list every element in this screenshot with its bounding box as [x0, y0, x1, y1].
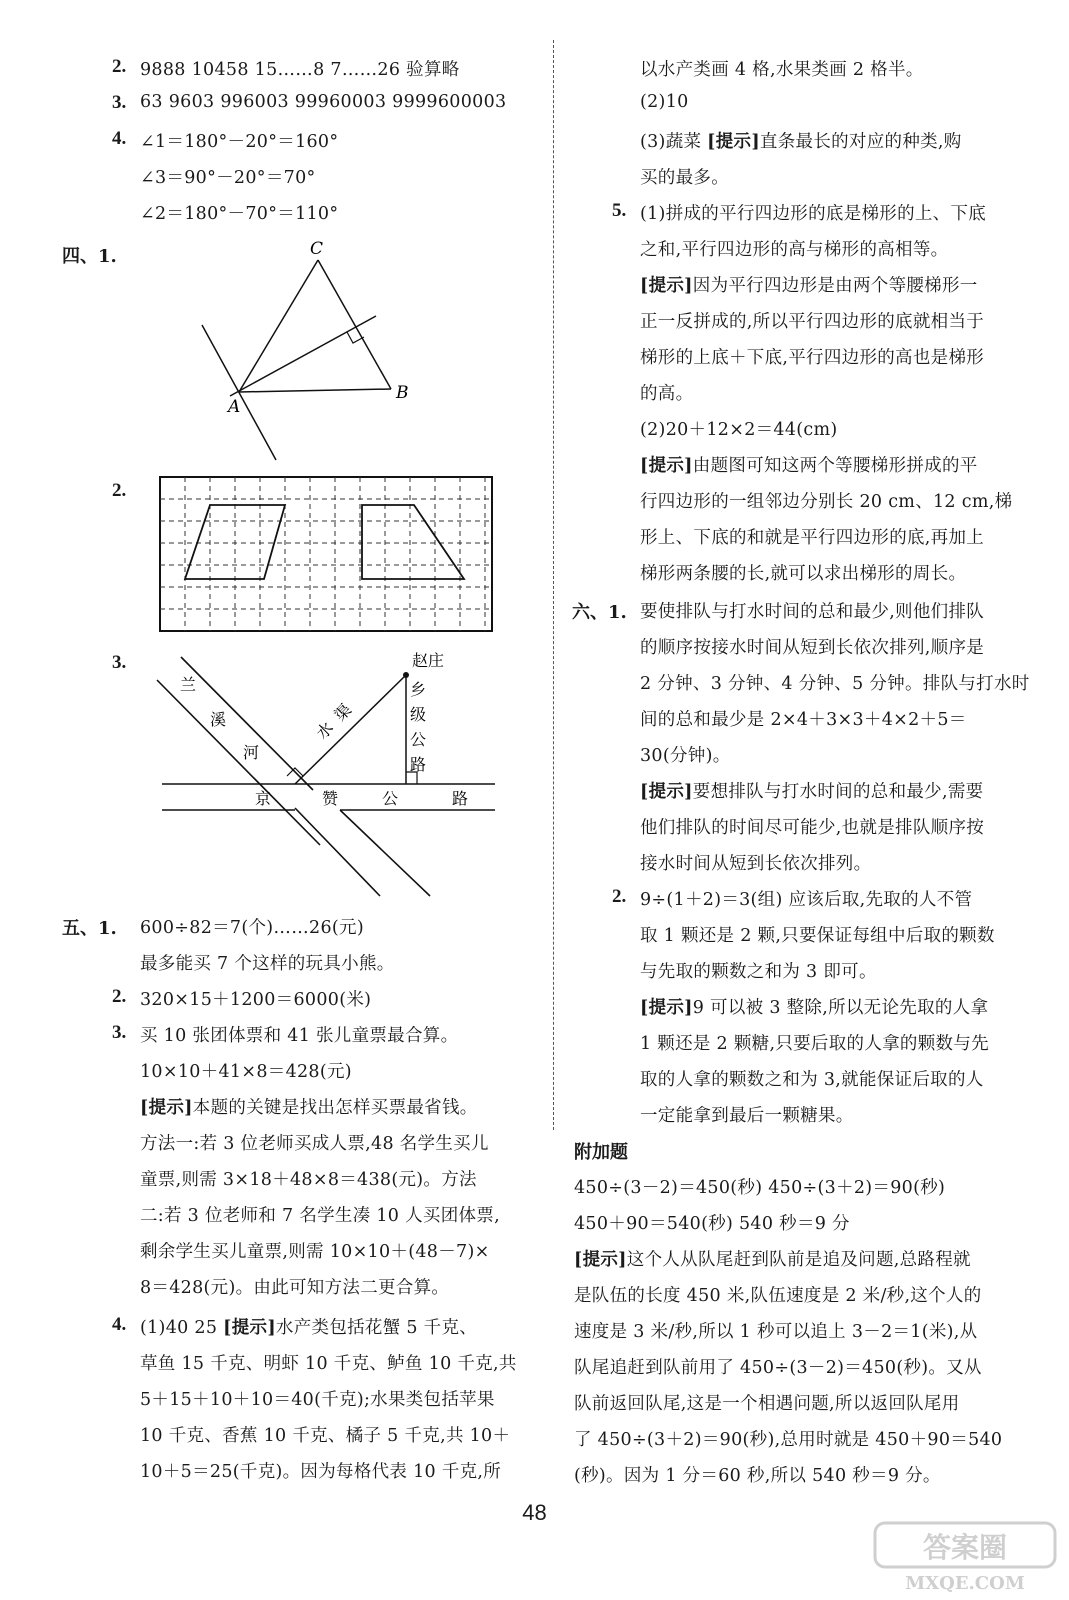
s5-q3-line8: 8＝428(元)。由此可知方法二更合算。 [140, 1278, 450, 1298]
s6-line10: 取 1 颗还是 2 颗,只要保证每组中后取的颗数 [640, 926, 995, 946]
r-q5-line8: 由题图可知这两个等腰梯形拼成的平 [692, 456, 978, 476]
r-q5-line2: 之和,平行四边形的高与梯形的高相等。 [640, 240, 949, 260]
r-q5-line11: 梯形两条腰的长,就可以求出梯形的周长。 [640, 564, 967, 584]
s6-line4: 间的总和最少是 2×4＋3×3＋4×2＋5＝ [640, 710, 967, 730]
r-q5-line5: 梯形的上底＋下底,平行四边形的高也是梯形 [640, 348, 985, 368]
s5-q3-line3: 本题的关键是找出怎样买票最省钱。 [192, 1098, 478, 1118]
s5-q4-line3: 5＋15＋10＋10＝40(千克);水果类包括苹果 [140, 1390, 495, 1410]
section4-q3-number: 3. [112, 652, 127, 673]
extra-line5: 速度是 3 米/秒,所以 1 秒可以追上 3－2＝1(米),从 [574, 1322, 978, 1342]
label-c: C [310, 239, 324, 259]
q3-answer: 63 9603 996003 99960003 9999600003 [140, 92, 507, 112]
s5-q4-line2: 草鱼 15 千克、明虾 10 千克、鲈鱼 10 千克,共 [140, 1354, 517, 1374]
extra-line8: 了 450÷(3＋2)＝90(秒),总用时就是 450＋90＝540 [574, 1430, 1003, 1450]
svg-text:MXQE.COM: MXQE.COM [905, 1573, 1025, 1594]
s6-tip2: [提示] [640, 998, 693, 1018]
zhaozhuang-label: 赵庄 [412, 651, 445, 670]
r-q5-line3: 因为平行四边形是由两个等腰梯形一 [692, 276, 978, 296]
s5-q1-line2: 最多能买 7 个这样的玩具小熊。 [140, 954, 395, 974]
s6-line1: 要使排队与打水时间的总和最少,则他们排队 [640, 602, 985, 622]
r-q5-line7: (2)20＋12×2＝44(cm) [640, 420, 838, 440]
highway-char-2: 赞 [322, 789, 339, 808]
s6-line12: 9 可以被 3 整除,所以无论先取的人拿 [692, 998, 989, 1018]
r-q5-tip1: [提示] [640, 276, 693, 296]
s6-line5: 30(分钟)。 [640, 746, 731, 766]
r-line3a: (3)蔬菜 [640, 132, 708, 152]
extra-line3: 这个人从队尾赶到队前是追及问题,总路程就 [626, 1250, 971, 1270]
angle3-line: ∠3＝90°－20°＝70° [140, 168, 316, 188]
triangle-figure [190, 232, 430, 464]
highway-char-1: 京 [255, 789, 272, 808]
s5-q3-line1: 买 10 张团体票和 41 张儿童票最合算。 [140, 1026, 459, 1046]
rural-road-char-2: 级 [410, 705, 427, 724]
map-figure [155, 640, 515, 900]
s6-line15: 一定能拿到最后一颗糖果。 [640, 1106, 854, 1126]
s5-q3-line5: 童票,则需 3×18＋48×8＝438(元)。方法 [140, 1170, 477, 1190]
s6-tip1: [提示] [640, 782, 693, 802]
extra-line6: 队尾追赶到队前用了 450÷(3－2)＝450(秒)。又从 [574, 1358, 982, 1378]
page-number: 48 [522, 1500, 547, 1525]
canal-char-2: 渠 [330, 700, 356, 725]
s6-line8: 接水时间从短到长依次排列。 [640, 854, 872, 874]
highway-char-3: 公 [382, 789, 399, 808]
s6-q2-number: 2. [612, 886, 627, 907]
r-line3-tip: [提示] [707, 132, 760, 152]
s6-line9: 9÷(1＋2)＝3(组) 应该后取,先取的人不管 [640, 890, 973, 910]
r-q5-line1: (1)拼成的平行四边形的底是梯形的上、下底 [640, 204, 987, 224]
section4-label: 四、1. [62, 246, 117, 267]
s5-q3-number: 3. [112, 1022, 127, 1043]
s6-line11: 与先取的颗数之和为 3 即可。 [640, 962, 877, 982]
extra-line1: 450÷(3－2)＝450(秒) 450÷(3＋2)＝90(秒) [574, 1178, 946, 1198]
s5-q4-number: 4. [112, 1314, 127, 1335]
svg-text:答案圈: 答案圈 [922, 1531, 1008, 1564]
s5-q2-line: 320×15＋1200＝6000(米) [140, 990, 372, 1010]
s6-line14: 取的人拿的颗数之和为 3,就能保证后取的人 [640, 1070, 984, 1090]
s5-q4-line1b: 水产类包括花蟹 5 千克、 [275, 1318, 478, 1338]
s6-line13: 1 颗还是 2 颗糖,只要后取的人拿的颗数与先 [640, 1034, 989, 1054]
s5-q4-line4: 10 千克、香蕉 10 千克、橘子 5 千克,共 10＋ [140, 1426, 511, 1446]
s5-q2-number: 2. [112, 986, 127, 1007]
extra-line4: 是队伍的长度 450 米,队伍速度是 2 米/秒,这个人的 [574, 1286, 982, 1306]
canal-char-1: 水 [312, 718, 338, 743]
r-q5-line4: 正一反拼成的,所以平行四边形的底就相当于 [640, 312, 985, 332]
r-q5-number: 5. [612, 200, 627, 221]
angle2-line: ∠2＝180°－70°＝110° [140, 204, 339, 224]
extra-line7: 队前返回队尾,这是一个相遇问题,所以返回队尾用 [574, 1394, 960, 1414]
s6-line6: 要想排队与打水时间的总和最少,需要 [692, 782, 984, 802]
extra-line9: (秒)。因为 1 分＝60 秒,所以 540 秒＝9 分。 [574, 1466, 941, 1486]
r-q5-line10: 形上、下底的和就是平行四边形的底,再加上 [640, 528, 985, 548]
s5-q4-line5: 10＋5＝25(千克)。因为每格代表 10 千克,所 [140, 1462, 502, 1482]
s5-q4-tip: [提示] [223, 1318, 276, 1338]
river-char-1: 兰 [180, 675, 197, 694]
extra-title: 附加题 [574, 1142, 628, 1163]
r-line2: (2)10 [640, 92, 689, 112]
label-b: B [396, 383, 409, 403]
q3-number: 3. [112, 92, 127, 113]
s5-q3-line4: 方法一:若 3 位老师买成人票,48 名学生买儿 [140, 1134, 489, 1154]
section6-label: 六、1. [572, 602, 627, 623]
r-line3b: 直条最长的对应的种类,购 [759, 132, 962, 152]
s5-q3-line7: 剩余学生买儿童票,则需 10×10＋(48－7)× [140, 1242, 490, 1262]
river-char-2: 溪 [210, 710, 227, 729]
s5-q3-line6: 二:若 3 位老师和 7 名学生凑 10 人买团体票, [140, 1206, 500, 1226]
q4-number: 4. [112, 128, 127, 149]
r-line4: 买的最多。 [640, 168, 729, 188]
rural-road-char-3: 公 [410, 730, 427, 749]
extra-tip: [提示] [574, 1250, 627, 1270]
rural-road-char-1: 乡 [410, 680, 427, 699]
s5-q4-line1a: (1)40 25 [140, 1318, 224, 1338]
r-q5-tip2: [提示] [640, 456, 693, 476]
section5-label: 五、1. [62, 918, 117, 939]
angle1-line: ∠1＝180°－20°＝160° [140, 132, 339, 152]
grid-figure [158, 475, 494, 635]
watermark-logo [870, 1515, 1060, 1595]
highway-char-4: 路 [452, 789, 469, 808]
label-a: A [228, 397, 241, 417]
r-q5-line6: 的高。 [640, 384, 694, 404]
r-line1: 以水产类画 4 格,水果类画 2 格半。 [640, 60, 924, 80]
s6-line3: 2 分钟、3 分钟、4 分钟、5 分钟。排队与打水时 [640, 674, 1030, 694]
r-q5-line9: 行四边形的一组邻边分别长 20 cm、12 cm,梯 [640, 492, 1013, 512]
section4-q2-number: 2. [112, 480, 127, 501]
s6-line7: 他们排队的时间尽可能少,也就是排队顺序按 [640, 818, 985, 838]
river-char-3: 河 [243, 743, 260, 762]
extra-line2: 450＋90＝540(秒) 540 秒＝9 分 [574, 1214, 850, 1234]
s6-line2: 的顺序按接水时间从短到长依次排列,顺序是 [640, 638, 985, 658]
rural-road-char-4: 路 [410, 755, 427, 774]
s5-q1-line1: 600÷82＝7(个)……26(元) [140, 918, 364, 938]
s5-q3-line2: 10×10＋41×8＝428(元) [140, 1062, 352, 1082]
column-divider [553, 40, 554, 1130]
q2-answer: 9888 10458 15……8 7……26 验算略 [140, 60, 460, 80]
q2-number: 2. [112, 56, 127, 77]
s5-q3-tip: [提示] [140, 1098, 193, 1118]
